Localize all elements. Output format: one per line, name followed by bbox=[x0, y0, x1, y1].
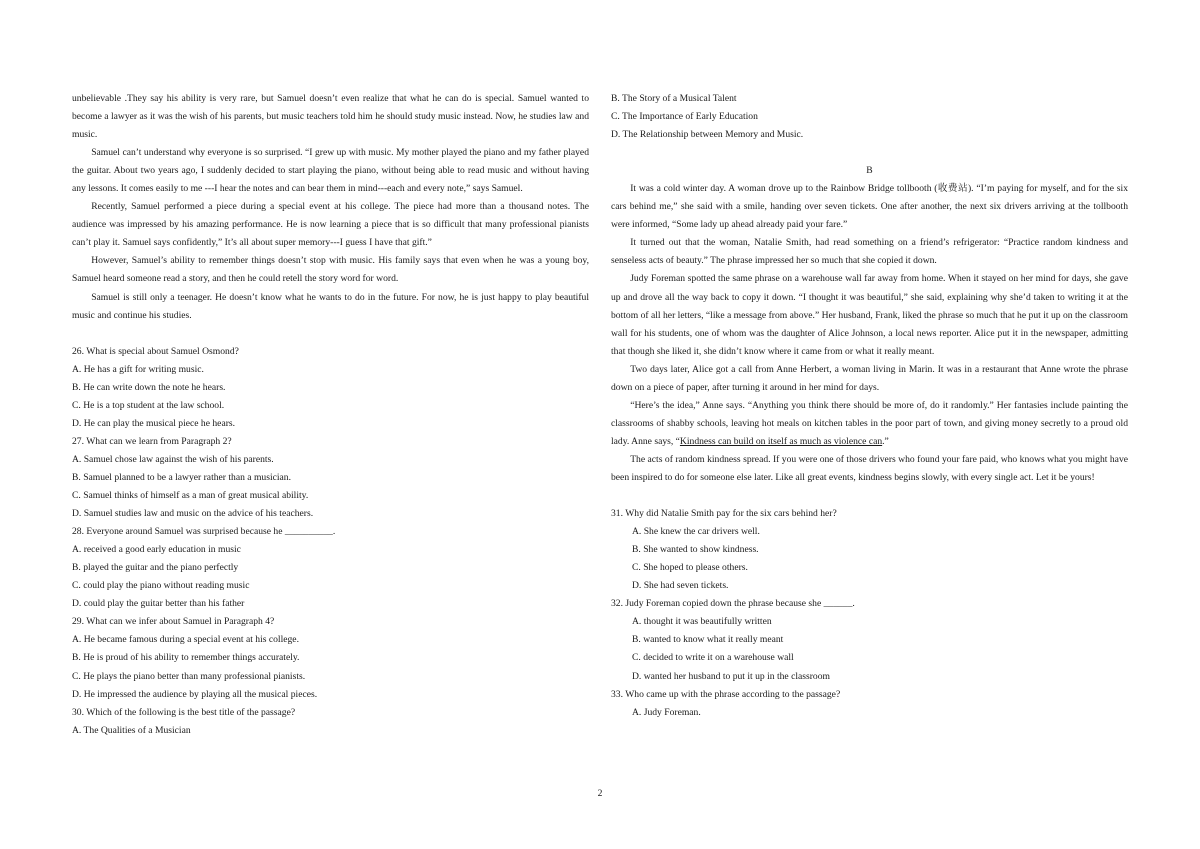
option: A. Samuel chose law against the wish of his parents. bbox=[72, 453, 274, 465]
paragraph: However, Samuel’s ability to remember things doesn’t stop with music. His family says that even when he was a young boy, Samuel heard someone read a story, and then he could retell the story word for word. bbox=[72, 255, 589, 285]
underlined-sentence: Kindness can build on itself as much as violence can bbox=[679, 435, 883, 447]
question-31: 31. Why did Natalie Smith pay for the six cars behind her? bbox=[611, 508, 837, 520]
option: D. He impressed the audience by playing all the musical pieces. bbox=[72, 688, 318, 700]
paragraph: Samuel is still only a teenager. He doesn’t know what he wants to do in the future. For now, he is just happy to play beautiful music and continue his studies. bbox=[72, 291, 589, 321]
option: D. Samuel studies law and music on the advice of his teachers. bbox=[72, 508, 314, 520]
paragraph: It was a cold winter day. A woman drove up to the Rainbow Bridge tollbooth (收费站). “I’m paying for myself, and for the six cars behind me,” she said with a smile, handing over seven tickets. One after another, the next six drivers arriving at the tollbooth were informed, “Some lady up ahead already paid your fare.” bbox=[611, 183, 1128, 231]
option: B. She wanted to show kindness. bbox=[632, 544, 759, 556]
option: D. The Relationship between Memory and Music. bbox=[611, 129, 804, 141]
option: B. He can write down the note he hears. bbox=[72, 381, 226, 393]
option: C. He plays the piano better than many professional pianists. bbox=[72, 670, 306, 682]
paragraph: Two days later, Alice got a call from Anne Herbert, a woman living in Marin. It was in a restaurant that Anne wrote the phrase down on a piece of paper, after turning it around in her mind for days. bbox=[611, 363, 1128, 393]
option: C. He is a top student at the law school. bbox=[72, 399, 225, 411]
option: B. He is proud of his ability to remember things accurately. bbox=[72, 652, 300, 664]
option: B. wanted to know what it really meant bbox=[632, 634, 784, 646]
paragraph: Recently, Samuel performed a piece during a special event at his college. The piece had more than a thousand notes. The audience was impressed by his amazing performance. He is now learning a piece that is so difficult that many professional pianists can’t play it. Samuel says confidently,” It’s all about super memory---I guess I have that gift.” bbox=[72, 201, 589, 249]
question-28: 28. Everyone around Samuel was surprised because he __________. bbox=[72, 526, 336, 538]
paragraph: Judy Foreman spotted the same phrase on a warehouse wall far away from home. When it stayed on her mind for days, she gave up and drove all the way back to copy it down. “I thought it was beautiful,” she said, explaining why she’d taken to writing it at the bottom of all her letters, “like a message from above.” Her husband, Frank, liked the phrase so much that he put it up on the classroom wall for his students, one of whom was the daughter of Alice Johnson, a local news reporter. Alice put it in the newspaper, admitting that though she liked it, she didn’t know where it came from or what it really meant. bbox=[611, 273, 1128, 357]
question-30: 30. Which of the following is the best title of the passage? bbox=[72, 706, 296, 718]
paragraph: unbelievable .They say his ability is very rare, but Samuel doesn’t even realize that what he can do is special. Samuel wanted to become a lawyer as it was the wish of his parents, but music teachers told him he should study music instead. Now, he studies law and music. bbox=[72, 93, 589, 141]
question-26: 26. What is special about Samuel Osmond? bbox=[72, 345, 239, 357]
option: C. The Importance of Early Education bbox=[611, 111, 758, 123]
paragraph: The acts of random kindness spread. If you were one of those drivers who found your fare paid, who knows what you might have been inspired to do for someone else later. Like all great events, kindness begins slowly, with every single act. Let it be yours! bbox=[611, 453, 1128, 483]
section-heading: B bbox=[866, 165, 873, 177]
spacer bbox=[611, 144, 1128, 162]
option: A. He has a gift for writing music. bbox=[72, 363, 204, 375]
option: D. wanted her husband to put it up in the classroom bbox=[632, 670, 830, 682]
option: C. Samuel thinks of himself as a man of great musical ability. bbox=[72, 490, 309, 502]
paragraph: It turned out that the woman, Natalie Smith, had read something on a friend’s refrigerator: “Practice random kindness and senseless acts of beauty.” The phrase impressed her so much that she copied it down. bbox=[611, 237, 1128, 267]
option: D. He can play the musical piece he hears. bbox=[72, 417, 236, 429]
option: C. could play the piano without reading music bbox=[72, 580, 250, 592]
option: C. She hoped to please others. bbox=[632, 562, 748, 574]
option: A. Judy Foreman. bbox=[632, 706, 701, 718]
option: D. could play the guitar better than his father bbox=[72, 598, 245, 610]
option: B. Samuel planned to be a lawyer rather than a musician. bbox=[72, 471, 291, 483]
text: .” bbox=[882, 435, 889, 447]
option: C. decided to write it on a warehouse wall bbox=[632, 652, 794, 664]
option: A. received a good early education in music bbox=[72, 544, 241, 556]
right-column bbox=[611, 90, 1128, 722]
left-column bbox=[72, 90, 589, 740]
question-33: 33. Who came up with the phrase according to the passage? bbox=[611, 688, 841, 700]
question-32: 32. Judy Foreman copied down the phrase because she ______. bbox=[611, 598, 855, 610]
option: B. played the guitar and the piano perfectly bbox=[72, 562, 239, 574]
question-27: 27. What can we learn from Paragraph 2? bbox=[72, 435, 232, 447]
option: D. She had seven tickets. bbox=[632, 580, 729, 592]
spacer bbox=[611, 487, 1128, 505]
option: A. The Qualities of a Musician bbox=[72, 724, 191, 736]
option: A. He became famous during a special event at his college. bbox=[72, 634, 299, 646]
question-29: 29. What can we infer about Samuel in Paragraph 4? bbox=[72, 616, 275, 628]
page-number: 2 bbox=[597, 788, 603, 799]
text: “Here’s the idea,” Anne says. “Anything you think there should be more of, do it randomly.” Her fantasies include painting the classrooms of shabby schools, leaving hot meals on kitchen tables in the poor part of town, and giving money secretly to a proud old lady. Anne says, “ bbox=[611, 399, 1128, 447]
option: A. thought it was beautifully written bbox=[632, 616, 772, 628]
option: B. The Story of a Musical Talent bbox=[611, 93, 737, 104]
paragraph bbox=[611, 397, 1128, 451]
spacer bbox=[72, 325, 589, 343]
paragraph: Samuel can’t understand why everyone is so surprised. “I grew up with music. My mother played the piano and my father played the guitar. About two years ago, I suddenly decided to start playing the piano, without being able to read music and without having any lessons. It comes easily to me ---I hear the notes and can bear them in mind---each and every note,” says Samuel. bbox=[72, 147, 589, 195]
option: A. She knew the car drivers well. bbox=[632, 526, 760, 538]
